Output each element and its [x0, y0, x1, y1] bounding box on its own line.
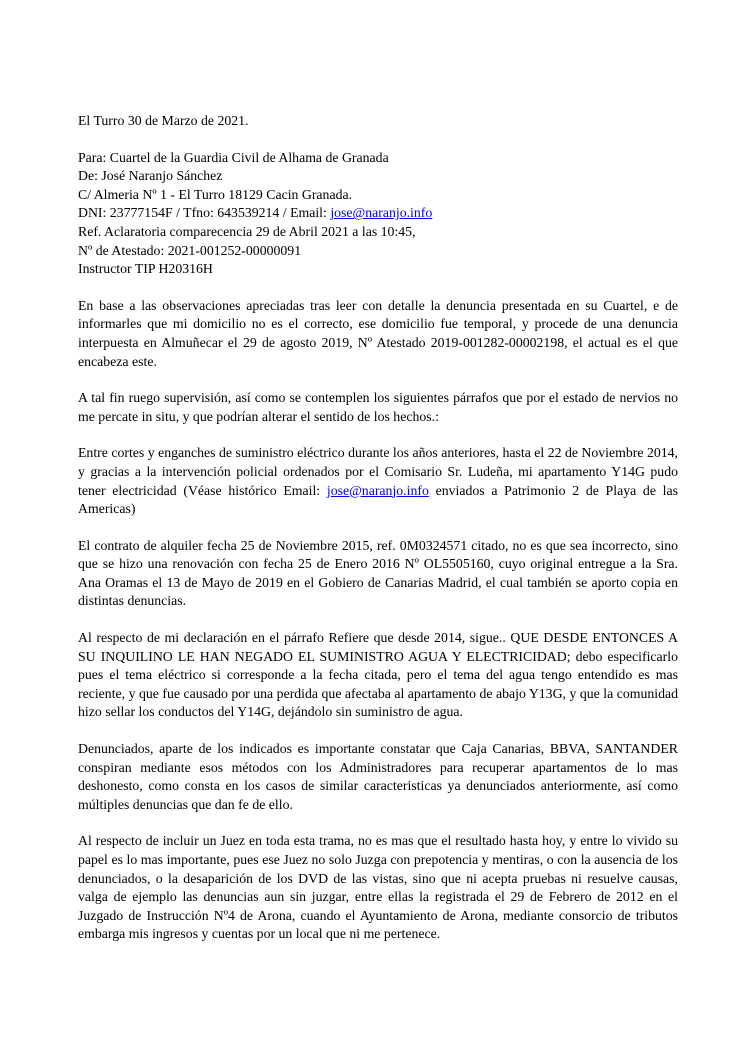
- contact-prefix-text: DNI: 23777154F / Tfno: 643539214 / Email:: [78, 205, 331, 221]
- sender-line: De: José Naranjo Sánchez: [78, 168, 223, 184]
- paragraph-denunciados: Denunciados, aparte de los indicados es importante constatar que Caja Canarias, BBVA, SANTANDER conspiran mediante esos métodos con los Administradores para recuperar apartamentos de lo mas deshonesto, como consta en los casos de similar caracteristicas ya denunciados anteriormente, así como múltiples denuncias que dan fe de ello.: [78, 741, 678, 812]
- reference-line: Ref. Aclaratoria comparecencia 29 de Abril 2021 a las 10:45,: [78, 223, 416, 239]
- email-link[interactable]: jose@naranjo.info: [330, 205, 433, 221]
- paragraph-observaciones: En base a las observaciones apreciadas tras leer con detalle la denuncia presentada en su Cuartel, e de informarles que mi domicilio no es el correcto, ese domicilio fue temporal, y procede de una denuncia interpuesta en Almuñecar el 29 de agosto 2019, Nº Atestado 2019-001282-00002198, el actual es el que encabeza este.: [78, 297, 678, 369]
- paragraph-3-text-before: Entre cortes y enganches de suministro eléctrico durante los años anteriores, hasta el 22 de Noviembre 2014, y gracias a la intervención policial ordenados por el Comisario Sr. Ludeña, mi apartamento Y14G pudo tener electricidad (Véase histórico Email:: [78, 445, 678, 498]
- paragraph-supervision: A tal fin ruego supervisión, así como se contemplen los siguientes párrafos que por el estado de nervios no me percate in situ, y que podrían alterar el sentido de los hechos.:: [78, 390, 678, 424]
- atestado-number-line: Nº de Atestado: 2021-001252-00000091: [78, 242, 302, 258]
- paragraph-juez: Al respecto de incluir un Juez en toda esta trama, no es mas que el resultado hasta hoy, y entre lo vivido su papel es lo mas importante, pues ese Juez no solo Juzga con prepotencia y mentiras, o con la ausencia de los denunciados, o la desaparición de los DVD de las vistas, sino que ni acepta pruebas ni resuelve causas, valga de ejemplo las denuncias aun sin juzgar, entre ellas la registrada el 29 de Febrero de 2012 en el Juzgado de Instrucción Nº4 de Arona, cuando el Ayuntamiento de Arona, mediante consorcio de tributos embarga mis ingresos y cuentas por un local que ni me pertenece.: [78, 833, 678, 942]
- email-link-historico[interactable]: jose@naranjo.info: [326, 482, 429, 498]
- recipient-line: Para: Cuartel de la Guardia Civil de Alhama de Granada: [78, 149, 389, 165]
- address-line: C/ Almeria Nº 1 - El Turro 18129 Cacin Granada.: [78, 186, 353, 202]
- paragraph-suministro-electrico: [78, 444, 678, 518]
- paragraph-contrato-alquiler: El contrato de alquiler fecha 25 de Noviembre 2015, ref. 0M0324571 citado, no es que sea incorrecto, sino que se hizo una renovación con fecha 25 de Enero 2016 Nº OL5505160, cuyo original entregue a la Sra. Ana Oramas el 13 de Mayo de 2019 en el Gobiero de Canarias Madrid, el cual también se aporto copia en distintas denuncias.: [78, 537, 678, 609]
- contact-line: [78, 204, 678, 223]
- instructor-line: Instructor TIP H20316H: [78, 261, 213, 277]
- letter-header: [78, 149, 678, 279]
- paragraph-declaracion: Al respecto de mi declaración en el párrafo Refiere que desde 2014, sigue.. QUE DESDE ENTONCES A SU INQUILINO LE HAN NEGADO EL SUMINISTRO AGUA Y ELECTRICIDAD; debo especificarlo pues el tema eléctrico si corresponde a la fecha citada, pero el tema del agua tengo entendido es mas reciente, y que fue causado por una perdida que afectaba al apartamento de abajo Y13G, y que la comunidad hizo sellar los conductos del Y14G, dejándolo sin suministro de agua.: [78, 630, 678, 720]
- paragraph-3-text-after: enviados a Patrimonio 2 de Playa de las Americas): [78, 482, 678, 517]
- date-line: El Turro 30 de Marzo de 2021.: [78, 113, 249, 128]
